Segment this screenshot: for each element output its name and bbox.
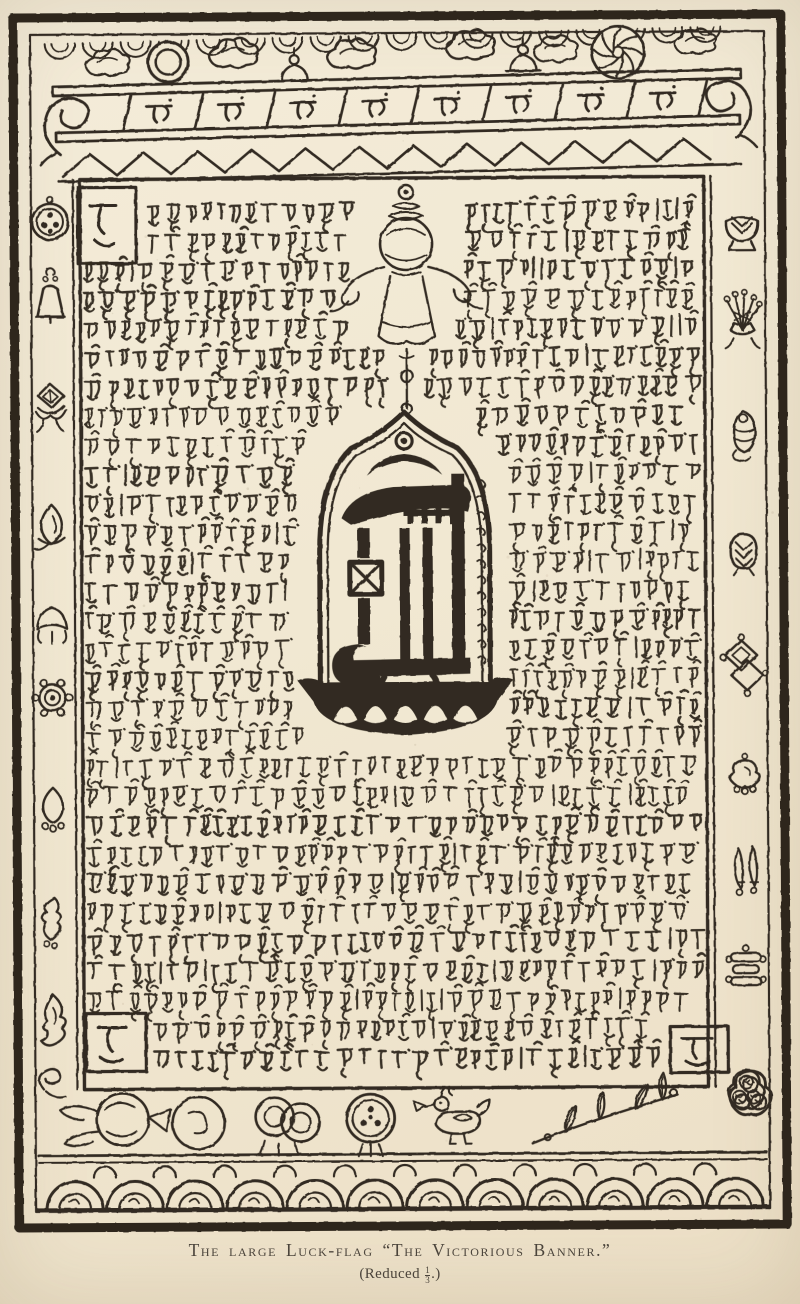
left-symbol-bell — [36, 268, 64, 323]
script-line — [88, 981, 688, 1023]
script-line — [87, 806, 701, 848]
left-symbol-jewel — [36, 384, 66, 432]
bottom-ornamental-band — [36, 1071, 771, 1210]
script-line — [86, 602, 700, 642]
caption-fraction: $\frac{1}{3}$ — [425, 1265, 431, 1286]
seal-box-bottom-right — [670, 1026, 728, 1072]
left-symbol-teardrop-gem — [42, 788, 64, 832]
bottom-symbol-leaf-spray — [532, 1073, 677, 1144]
script-line — [85, 515, 689, 555]
right-symbol-tusk-pair — [735, 846, 759, 895]
seed-syllable — [506, 89, 532, 113]
left-symbol-bead-rosette — [32, 680, 73, 716]
caption-title: The large Luck-flag “The Victorious Banner.” — [188, 1240, 612, 1260]
banner-ornament — [330, 185, 483, 415]
right-symbol-conch-shell — [733, 411, 756, 461]
right-symbol-striped-fruit — [731, 534, 757, 575]
left-symbol-mirror-disc — [32, 197, 68, 240]
caption-reduction — [0, 1266, 800, 1285]
seed-syllable — [578, 87, 604, 111]
seal-box-bottom-left — [86, 1013, 146, 1071]
right-symbol-lotus-vase — [726, 217, 758, 250]
cloud-scroll — [327, 38, 377, 69]
seed-syllable — [146, 98, 172, 122]
script-line — [87, 748, 696, 789]
bottom-symbol-silk-knot — [256, 1097, 320, 1155]
prayer-flag-print — [0, 4, 800, 1236]
left-symbol-flame-bud — [34, 505, 64, 550]
seal-box-top-left — [78, 187, 136, 263]
script-line — [86, 543, 698, 584]
left-symbol-flame — [41, 995, 66, 1046]
right-symbol-linked-diamonds — [720, 634, 768, 696]
bottom-symbol-dotted-wheel — [347, 1094, 395, 1156]
central-emblem — [296, 411, 514, 735]
seed-syllable — [434, 91, 460, 115]
script-line — [154, 1040, 660, 1080]
seed-syllable — [362, 93, 388, 117]
right-symbol-cloud-gem — [729, 754, 760, 795]
right-symbol-feather-bouquet — [725, 290, 763, 349]
paper-speckle — [14, 22, 774, 1226]
right-symbol-ingot-stack — [726, 945, 766, 985]
left-symbol-corner-scroll — [39, 1069, 65, 1098]
script-line — [85, 368, 701, 409]
script-line — [88, 924, 705, 965]
top-ornamental-band — [38, 22, 757, 182]
leaf — [559, 1106, 583, 1131]
script-line — [148, 194, 695, 234]
seed-syllable — [650, 85, 676, 109]
script-line — [87, 776, 689, 817]
script-line — [88, 952, 706, 993]
script-line — [85, 340, 700, 380]
left-symbol-petal-crown — [37, 608, 67, 644]
script-line — [86, 573, 688, 612]
left-symbol-flame-leaf — [42, 898, 61, 949]
script-line — [148, 223, 689, 264]
caption-reduction-suffix: .) — [431, 1266, 441, 1283]
seed-syllable — [218, 96, 244, 120]
seed-syllable — [290, 94, 316, 118]
woodblock-print — [0, 4, 800, 1236]
caption-reduction-prefix: (Reduced — [359, 1266, 421, 1283]
woodcut-art — [13, 14, 787, 1228]
bottom-symbol-duck — [413, 1087, 489, 1144]
lotus-scallop-border — [47, 1163, 763, 1210]
ring-jewel — [148, 41, 189, 82]
bottom-symbol-knotted-scarf — [60, 1093, 225, 1150]
plate-caption — [0, 1240, 800, 1285]
